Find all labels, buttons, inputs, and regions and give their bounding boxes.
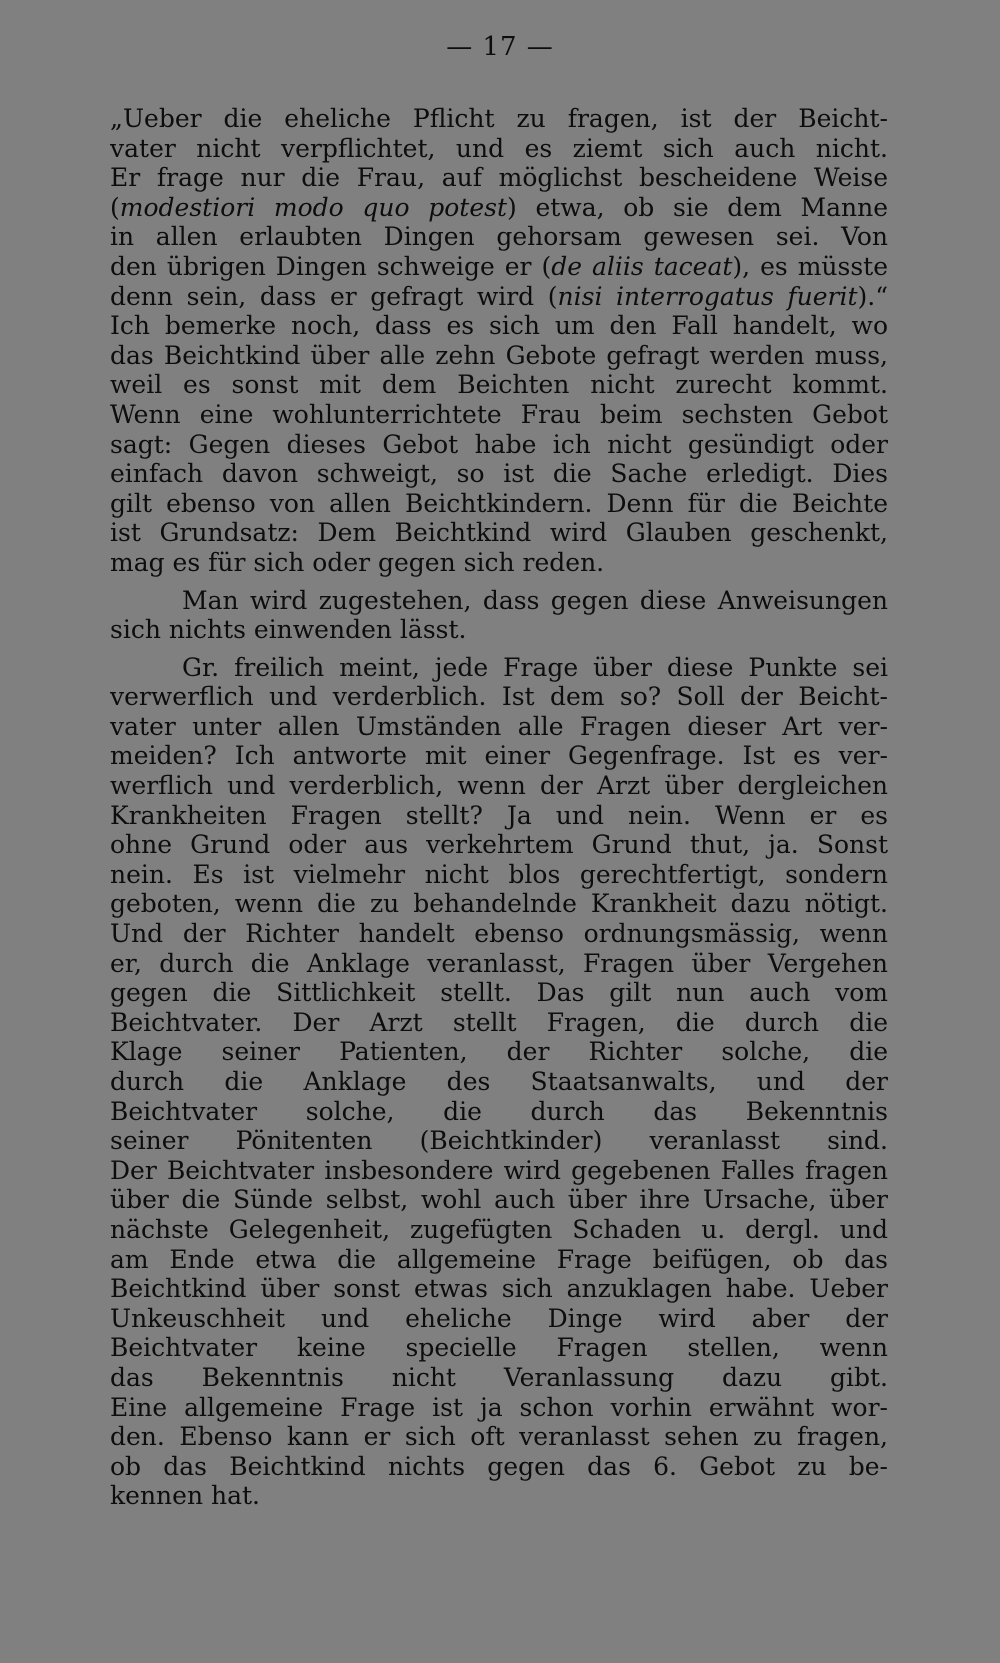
text-line: Beichtkind über sonst etwas sich anzuklagen habe. Ueber xyxy=(110,1274,888,1304)
paragraph xyxy=(110,653,888,1511)
text-line: Und der Richter handelt ebenso ordnungsmässig, wenn xyxy=(110,919,888,949)
text-line: gilt ebenso von allen Beichtkindern. Denn für die Beichte xyxy=(110,488,888,518)
paragraph xyxy=(110,586,888,645)
text-line: Beichtvater. Der Arzt stellt Fragen, die durch die xyxy=(110,1007,888,1037)
text-line: Krankheiten Fragen stellt? Ja und nein. Wenn er es xyxy=(110,800,888,830)
text-line: den. Ebenso kann er sich oft veranlasst sehen zu fragen, xyxy=(110,1422,888,1452)
text-line: gegen die Sittlichkeit stellt. Das gilt nun auch vom xyxy=(110,978,888,1008)
text-line: (modestiori modo quo potest) etwa, ob sie dem Manne xyxy=(110,192,888,222)
text-line: ob das Beichtkind nichts gegen das 6. Gebot zu be- xyxy=(110,1451,888,1481)
text-line: über die Sünde selbst, wohl auch über ihre Ursache, über xyxy=(110,1185,888,1215)
text-line: sich nichts einwenden lässt. xyxy=(110,615,467,645)
text-line: Klage seiner Patienten, der Richter solche, die xyxy=(110,1037,888,1067)
page-number: — 17 — xyxy=(446,32,554,62)
text-line: mag es für sich oder gegen sich reden. xyxy=(110,547,605,577)
text-line: „Ueber die eheliche Pflicht zu fragen, ist der Beicht- xyxy=(110,104,888,133)
text-line: einfach davon schweigt, so ist die Sache erledigt. Dies xyxy=(110,459,888,489)
text-line: Beichtvater keine specielle Fragen stellen, wenn xyxy=(110,1333,888,1363)
text-line: vater unter allen Umständen alle Fragen dieser Art ver- xyxy=(110,711,888,741)
text-line: Man wird zugestehen, dass gegen diese Anweisungen xyxy=(182,585,888,615)
text-line: ist Grundsatz: Dem Beichtkind wird Glauben geschenkt, xyxy=(110,518,888,548)
text-line: Beichtvater solche, die durch das Bekenntnis xyxy=(110,1096,888,1126)
text-line: Er frage nur die Frau, auf möglichst bescheidene Weise xyxy=(110,163,888,193)
text-line: das Bekenntnis nicht Veranlassung dazu gibt. xyxy=(110,1362,888,1392)
text-line: in allen erlaubten Dingen gehorsam gewesen sei. Von xyxy=(110,222,888,252)
text-line: kennen hat. xyxy=(110,1481,260,1511)
paragraph xyxy=(110,104,888,578)
text-line: er, durch die Anklage veranlasst, Fragen über Vergehen xyxy=(110,948,888,978)
text-line: am Ende etwa die allgemeine Frage beifügen, ob das xyxy=(110,1244,888,1274)
text-line: nein. Es ist vielmehr nicht blos gerechtfertigt, sondern xyxy=(110,859,888,889)
text-line: durch die Anklage des Staatsanwalts, und der xyxy=(110,1067,888,1096)
text-line: meiden? Ich antworte mit einer Gegenfrage. Ist es ver- xyxy=(110,741,888,771)
text-line: verwerflich und verderblich. Ist dem so? Soll der Beicht- xyxy=(110,682,888,712)
text-line: Gr. freilich meint, jede Frage über diese Punkte sei xyxy=(182,652,888,682)
text-line: sagt: Gegen dieses Gebot habe ich nicht gesündigt oder xyxy=(110,429,888,459)
text-line: ohne Grund oder aus verkehrtem Grund thut, ja. Sonst xyxy=(110,830,888,860)
text-line: geboten, wenn die zu behandelnde Krankheit dazu nötigt. xyxy=(110,889,888,919)
text-line: Unkeuschheit und eheliche Dinge wird aber der xyxy=(110,1303,888,1333)
text-line: nächste Gelegenheit, zugefügten Schaden u. dergl. und xyxy=(110,1214,888,1244)
text-line: Ich bemerke noch, dass es sich um den Fall handelt, wo xyxy=(110,311,888,341)
text-line: vater nicht verpflichtet, und es ziemt sich auch nicht. xyxy=(110,133,888,163)
text-line: werflich und verderblich, wenn der Arzt über dergleichen xyxy=(110,771,888,801)
text-line: seiner Pönitenten (Beichtkinder) veranlasst sind. xyxy=(110,1126,888,1156)
text-line: denn sein, dass er gefragt wird (nisi interrogatus fuerit).“ xyxy=(110,281,888,311)
text-line: Eine allgemeine Frage ist ja schon vorhin erwähnt wor- xyxy=(110,1392,888,1422)
text-line: Der Beichtvater insbesondere wird gegebenen Falles fragen xyxy=(110,1155,888,1185)
text-line: Wenn eine wohlunterrichtete Frau beim sechsten Gebot xyxy=(110,399,888,429)
text-line: das Beichtkind über alle zehn Gebote gefragt werden muss, xyxy=(110,340,888,370)
text-line: den übrigen Dingen schweige er (de aliis taceat), es müsste xyxy=(110,251,888,281)
text-line: weil es sonst mit dem Beichten nicht zurecht kommt. xyxy=(110,370,888,400)
page-body xyxy=(110,104,888,1511)
